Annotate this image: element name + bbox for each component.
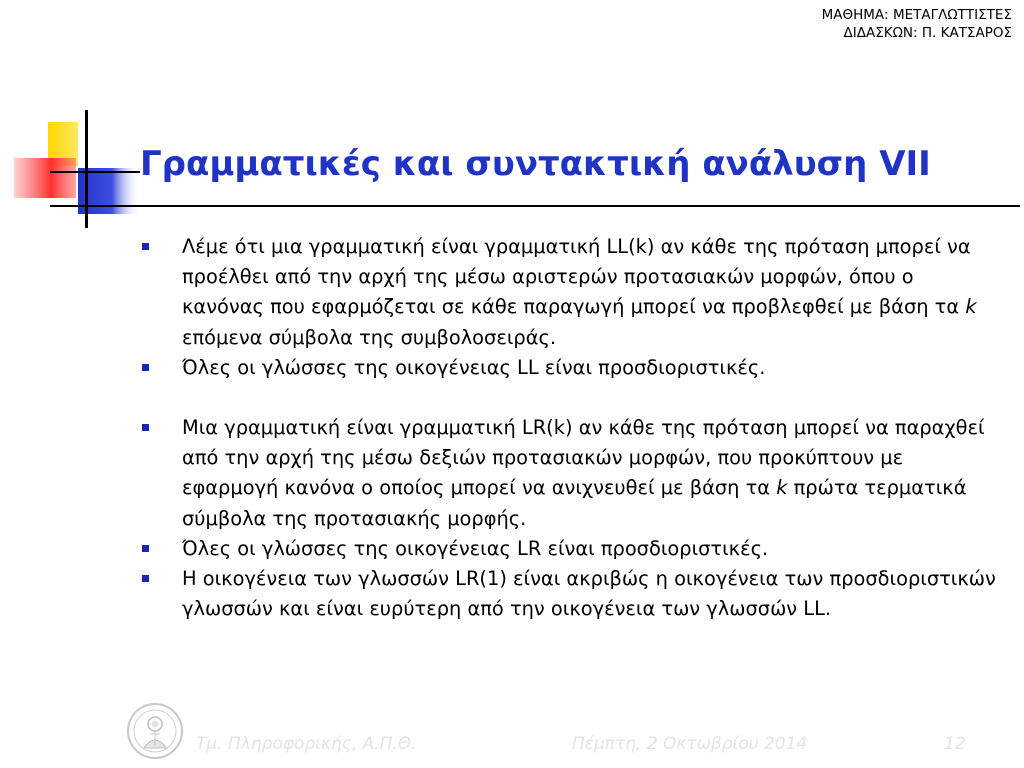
bullet-item	[140, 353, 1000, 383]
bullet-text: Λέμε ότι μια γραμματική είναι γραμματική LL(k) αν κάθε της πρόταση μπορεί να προέλθει από την αρχή της μέσω αριστερών προτασιακών μορφών, όπου ο κανόνας που εφαρμόζεται σε κάθε παραγωγή μπορεί να προβλεφθεί με βάση τα	[182, 235, 971, 319]
decorative-squares	[0, 0, 140, 240]
bullet-item	[140, 564, 1000, 624]
bullet-text: Όλες οι γλώσσες της οικογένειας LL είναι προσδιοριστικές.	[182, 355, 766, 379]
bullet-italic-k: k	[965, 295, 977, 319]
bullet-italic-k: k	[776, 476, 788, 500]
square-bullet-icon	[142, 424, 149, 431]
deco-red-square	[14, 158, 76, 198]
bullet-spacer	[140, 383, 1000, 413]
instructor-name: ΔΙΔΑΣΚΩΝ: Π. ΚΑΤΣΑΡΟΣ	[843, 25, 1012, 41]
slide-header-info	[822, 6, 1012, 42]
footer-page-number: 12	[944, 734, 966, 754]
slide-title: Γραμματικές και συντακτική ανάλυση VII	[140, 144, 931, 184]
deco-vertical-line	[85, 110, 88, 228]
bullet-item	[140, 413, 1000, 534]
title-divider	[50, 205, 1020, 207]
square-bullet-icon	[142, 364, 149, 371]
bullet-item	[140, 232, 1000, 353]
bullet-text: Μια γραμματική είναι γραμματική LR(k) αν κάθε της πρόταση μπορεί να παραχθεί από την αρχή της μέσω δεξιών προτασιακών μορφών, που προκύπτουν με εφαρμογή κανόνα ο οποίος μπορεί να ανιχνευθεί με βάση τα	[182, 416, 985, 500]
bullet-item	[140, 534, 1000, 564]
footer-department: Τμ. Πληροφορικής, Α.Π.Θ.	[196, 734, 417, 754]
deco-horizontal-line	[50, 171, 140, 173]
course-name: ΜΑΘΗΜΑ: ΜΕΤΑΓΛΩΤΤΙΣΤΕΣ	[821, 7, 1012, 23]
bullet-text: επόμενα σύμβολα της συμβολοσειράς.	[182, 325, 557, 349]
bullet-text: Η οικογένεια των γλωσσών LR(1) είναι ακριβώς η οικογένεια των προσδιοριστικών γλωσσών και είναι ευρύτερη από την οικογένεια των γλωσσών LL.	[182, 567, 996, 621]
university-seal-logo	[126, 702, 184, 760]
square-bullet-icon	[142, 575, 149, 582]
slide-body	[140, 232, 1000, 624]
square-bullet-icon	[142, 243, 149, 250]
square-bullet-icon	[142, 545, 149, 552]
bullet-text: πρώτα τερματικά σύμβολα της προτασιακής μορφής.	[182, 476, 967, 530]
footer-date: Πέμπτη, 2 Οκτωβρίου 2014	[572, 734, 808, 754]
bullet-text: Όλες οι γλώσσες της οικογένειας LR είναι προσδιοριστικές.	[182, 536, 769, 560]
